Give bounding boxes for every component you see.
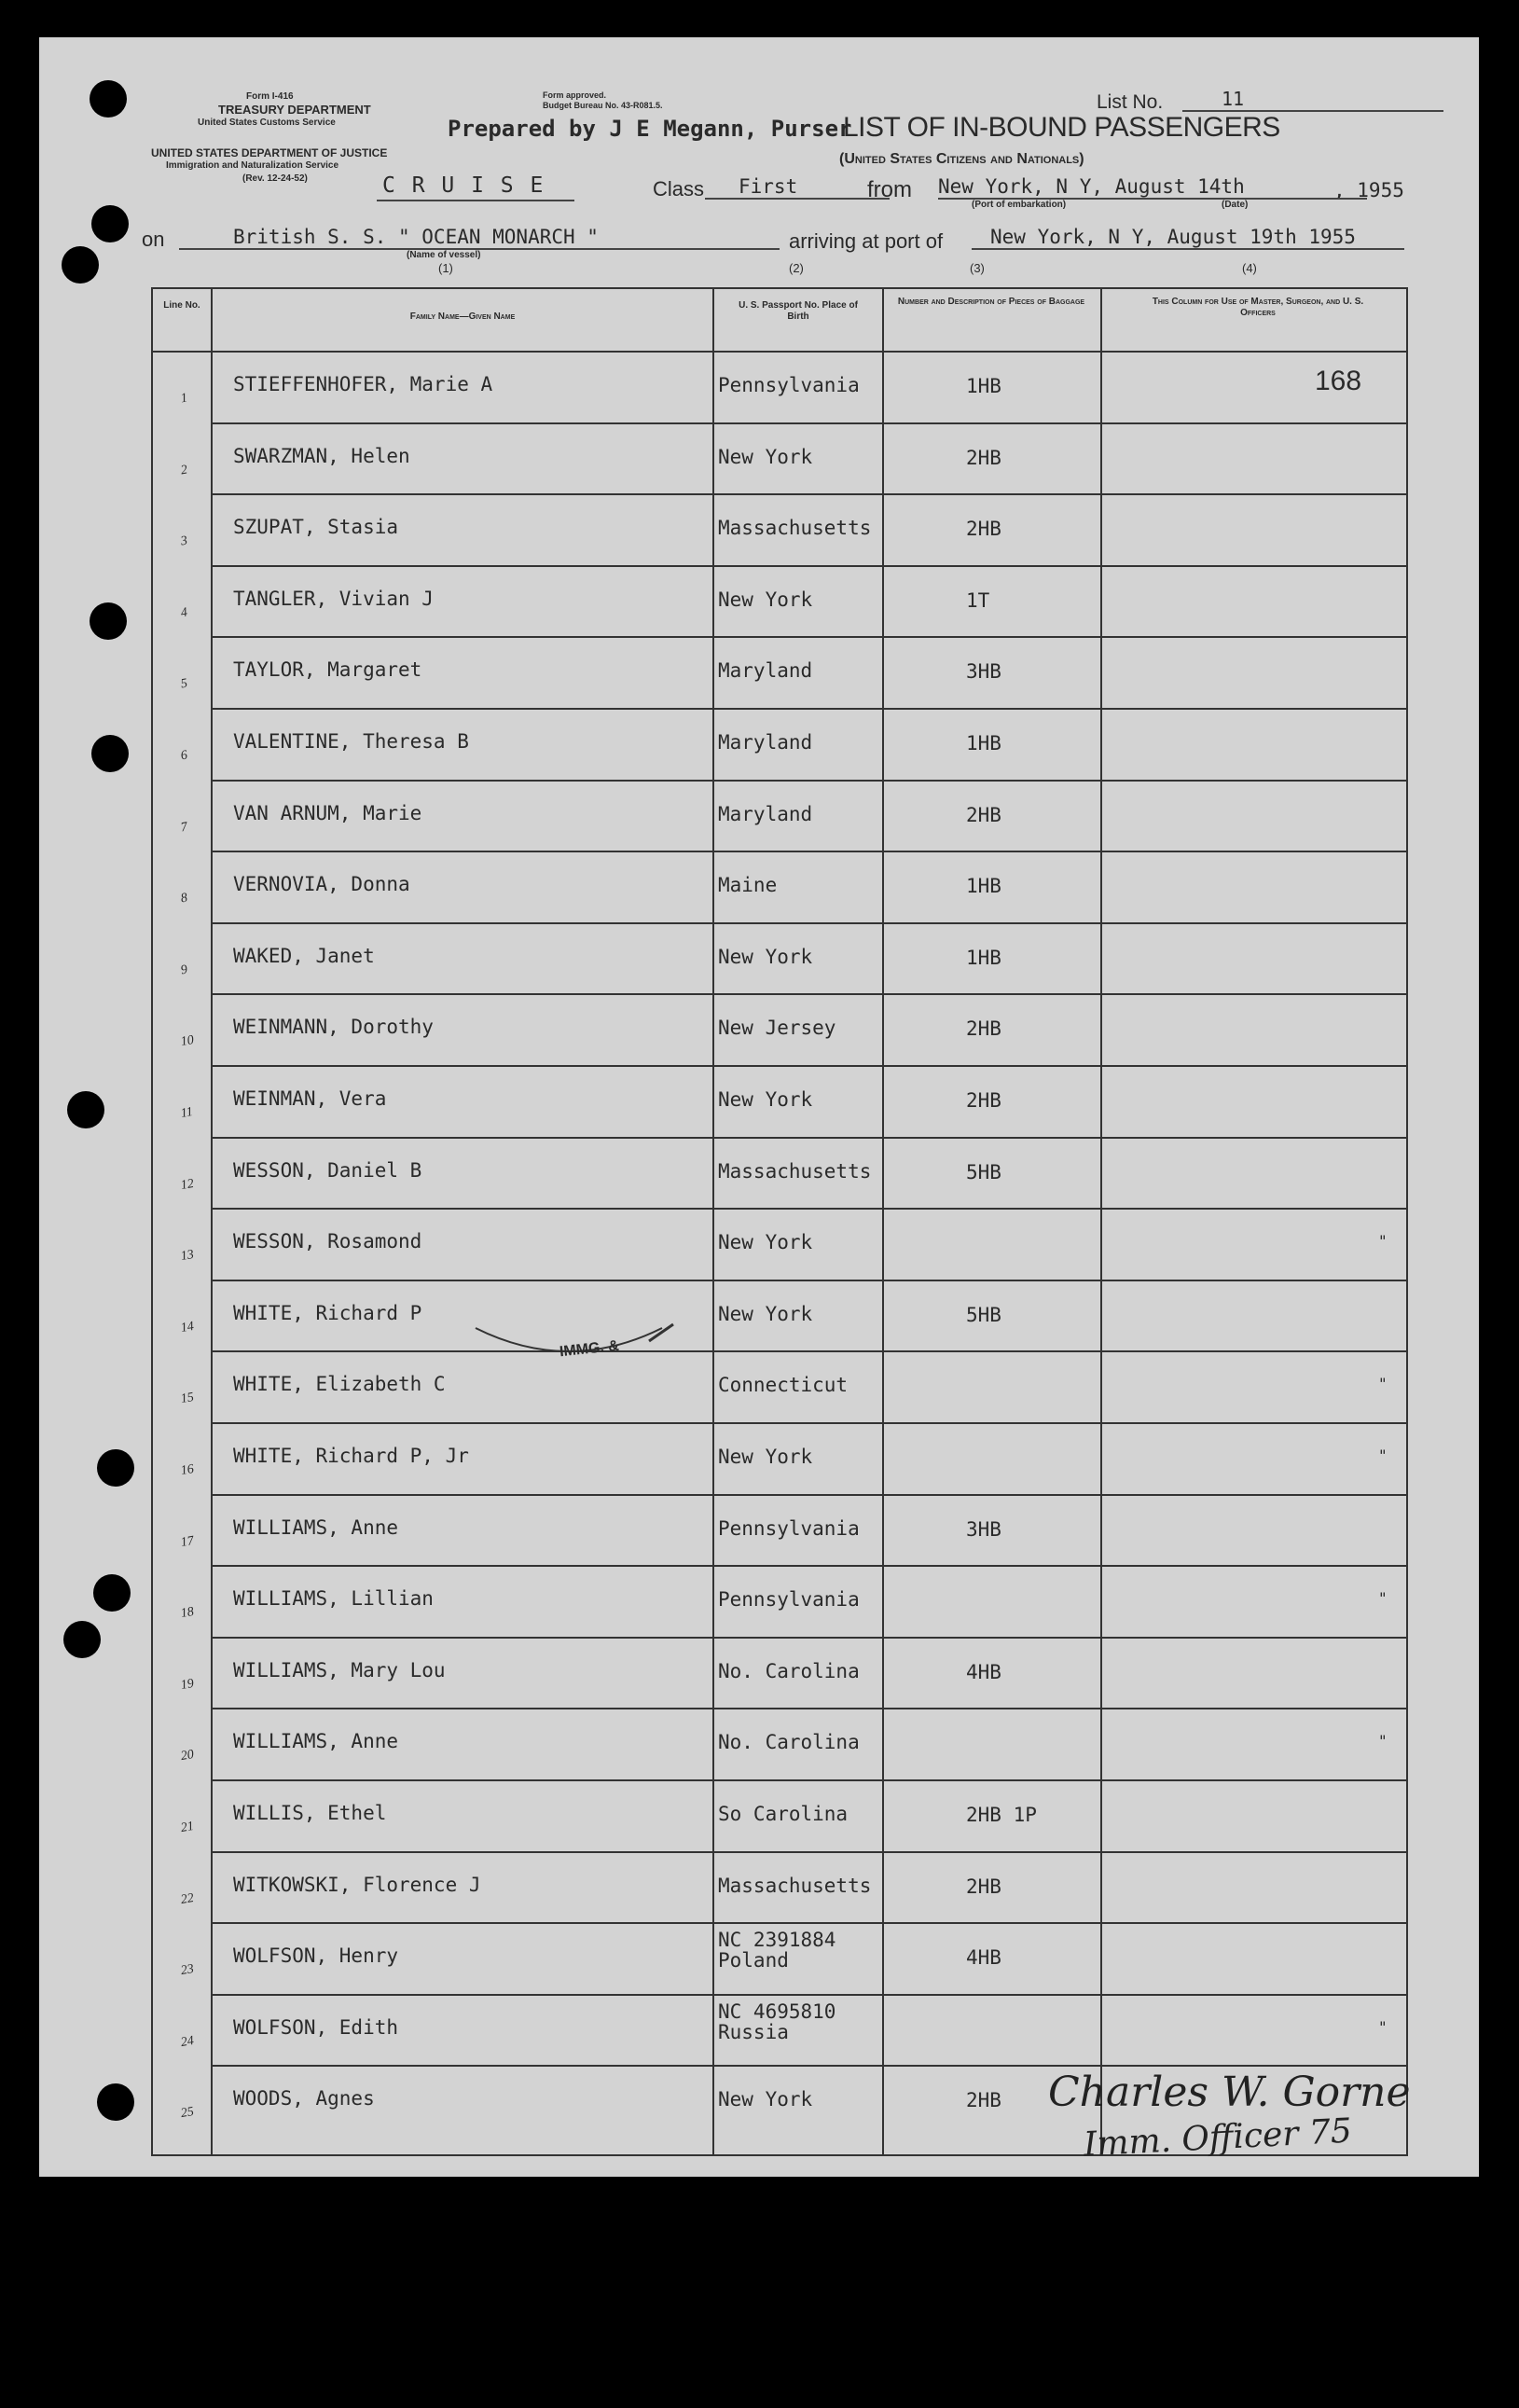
line-number: 19 — [179, 1676, 196, 1693]
baggage: 2HB 1P — [966, 1804, 1037, 1826]
passenger-name: WAKED, Janet — [233, 944, 375, 967]
list-no-value: 11 — [1222, 88, 1245, 110]
departure-year: , 1955 — [1333, 179, 1404, 201]
table-row — [153, 565, 1406, 637]
passenger-name: VERNOVIA, Donna — [233, 873, 410, 896]
table-row — [153, 1280, 1406, 1351]
line-number: 15 — [179, 1391, 196, 1407]
place-of-birth: Pennsylvania — [718, 1516, 860, 1540]
officer-note: " — [1378, 1589, 1388, 1608]
place-of-birth: New York — [718, 1446, 813, 1468]
table-row — [153, 1637, 1406, 1709]
officer-note: " — [1378, 1732, 1388, 1751]
line-number: 3 — [179, 533, 189, 549]
list-no-label: List No. — [1097, 91, 1164, 113]
place-of-birth: NC 2391884 Poland — [718, 1929, 836, 1972]
passenger-name: WILLIAMS, Anne — [233, 1730, 399, 1753]
punch-hole — [67, 1091, 104, 1128]
baggage: 2HB — [966, 803, 1001, 826]
baggage: 1HB — [966, 375, 1001, 397]
punch-hole — [91, 735, 129, 772]
table-row — [153, 1779, 1406, 1851]
baggage: 5HB — [966, 1303, 1001, 1326]
passenger-name: WHITE, Richard P — [233, 1301, 422, 1324]
officer-title: Imm. Officer 75 — [1083, 2111, 1353, 2165]
port-caption: (Port of embarkation) — [972, 200, 1067, 210]
officer-note: " — [1378, 2017, 1388, 2036]
arriving-value: New York, N Y, August 19th 1955 — [990, 226, 1356, 248]
table-row — [153, 351, 1406, 422]
punch-hole — [90, 602, 127, 640]
table-row — [153, 1494, 1406, 1566]
passenger-name: WESSON, Rosamond — [233, 1230, 422, 1253]
passenger-table — [151, 287, 1408, 2156]
line-number: 20 — [179, 1748, 196, 1764]
punch-hole — [93, 1574, 131, 1612]
baggage: 5HB — [966, 1160, 1001, 1183]
line-number: 16 — [179, 1461, 196, 1479]
punch-hole — [63, 1621, 101, 1658]
baggage: 4HB — [966, 1660, 1001, 1683]
place-of-birth: New York — [718, 1088, 813, 1111]
baggage: 2HB — [966, 2089, 1001, 2112]
place-of-birth: Massachusetts — [718, 1159, 872, 1183]
budget-bureau: Budget Bureau No. 43-R081.5. — [543, 101, 663, 110]
place-of-birth: New York — [718, 945, 813, 968]
line-number: 21 — [179, 1819, 196, 1836]
immigration-service: Immigration and Naturalization Service — [166, 160, 339, 171]
officer-note: 168 — [1315, 366, 1362, 396]
line-number: 12 — [179, 1176, 196, 1193]
place-of-birth: So Carolina — [718, 1803, 849, 1825]
officer-signature: Charles W. Gorne — [1048, 2069, 1411, 2116]
passenger-name: WOLFSON, Henry — [233, 1944, 399, 1968]
table-row — [153, 1994, 1406, 2066]
place-of-birth: NC 4695810 Russia — [718, 2000, 836, 2043]
table-row — [153, 708, 1406, 780]
line-number: 5 — [179, 676, 189, 692]
punch-hole — [97, 1449, 134, 1487]
line-number: 25 — [179, 2105, 196, 2122]
table-row — [153, 851, 1406, 922]
table-row — [153, 1350, 1406, 1422]
baggage: 3HB — [966, 660, 1001, 684]
table-row — [153, 1065, 1406, 1137]
table-row — [153, 422, 1406, 494]
passenger-name: WESSON, Daniel B — [233, 1158, 422, 1182]
passenger-name: WOODS, Agnes — [233, 2087, 375, 2110]
place-of-birth: Pennsylvania — [718, 374, 860, 396]
place-of-birth: New York — [718, 445, 813, 468]
line-number: 13 — [179, 1248, 196, 1265]
customs-service: United States Customs Service — [198, 118, 336, 128]
place-of-birth: Maryland — [718, 731, 813, 754]
passenger-name: WEINMAN, Vera — [233, 1087, 387, 1110]
table-row — [153, 493, 1406, 565]
line-number: 24 — [179, 2033, 196, 2050]
line-number: 2 — [179, 463, 189, 478]
officer-note: " — [1378, 1375, 1388, 1393]
baggage: 2HB — [966, 1017, 1001, 1041]
line-number: 11 — [179, 1104, 195, 1122]
place-of-birth: Connecticut — [718, 1374, 849, 1397]
from-value: New York, N Y, August 14th — [938, 175, 1245, 198]
line-number: 4 — [179, 605, 189, 621]
department-justice: UNITED STATES DEPARTMENT OF JUSTICE — [151, 146, 388, 159]
from-label: from — [867, 177, 912, 202]
line-number: 8 — [179, 891, 189, 906]
punch-hole — [90, 80, 127, 118]
table-row — [153, 1708, 1406, 1779]
table-row — [153, 1208, 1406, 1280]
baggage: 1HB — [966, 946, 1001, 969]
table-row — [153, 636, 1406, 708]
passenger-name: WILLIAMS, Lillian — [233, 1587, 434, 1611]
line-number: 14 — [179, 1319, 196, 1335]
passenger-name: WILLIAMS, Mary Lou — [233, 1658, 446, 1681]
baggage: 4HB — [966, 1946, 1001, 1970]
vessel-caption: (Name of vessel) — [407, 250, 481, 260]
baggage: 1HB — [966, 732, 1001, 754]
place-of-birth: Maryland — [718, 802, 813, 825]
baggage: 2HB — [966, 1875, 1001, 1898]
line-number: 10 — [179, 1033, 196, 1050]
on-label: on — [142, 228, 165, 251]
passenger-name: SWARZMAN, Helen — [233, 444, 410, 467]
punch-hole — [91, 205, 129, 242]
column-3-caption: (3) — [970, 261, 985, 275]
column-1-caption: (1) — [438, 261, 453, 275]
officer-note: " — [1378, 1232, 1388, 1251]
column-2-caption: (2) — [789, 261, 804, 275]
line-number: 22 — [179, 1890, 196, 1907]
table-row — [153, 1565, 1406, 1637]
passenger-name: TAYLOR, Margaret — [233, 658, 422, 682]
baggage: 2HB — [966, 1089, 1001, 1112]
place-of-birth: New York — [718, 588, 813, 611]
passenger-name: STIEFFENHOFER, Marie A — [233, 373, 493, 395]
table-row — [153, 993, 1406, 1065]
list-subtitle: (United States Citizens and Nationals) — [839, 151, 1084, 167]
table-row — [153, 780, 1406, 851]
baggage: 1T — [966, 588, 990, 612]
class-label: Class — [653, 177, 705, 201]
line-number: 9 — [179, 962, 189, 978]
baggage: 2HB — [966, 446, 1001, 469]
date-caption: (Date) — [1222, 200, 1249, 210]
arriving-label: arriving at port of — [789, 229, 944, 253]
line-number: 1 — [179, 391, 189, 407]
treasury-department: TREASURY DEPARTMENT — [218, 103, 371, 117]
place-of-birth: New York — [718, 2088, 813, 2111]
officer-note: " — [1378, 1446, 1388, 1464]
table-row — [153, 1851, 1406, 1923]
class-value: First — [739, 175, 798, 198]
header-line-no: Line No. — [163, 300, 200, 311]
place-of-birth: Maryland — [718, 659, 813, 683]
place-of-birth: Pennsylvania — [718, 1588, 860, 1612]
passenger-name: VAN ARNUM, Marie — [233, 801, 422, 824]
place-of-birth: Maine — [718, 874, 778, 897]
passenger-name: WHITE, Elizabeth C — [233, 1373, 446, 1396]
punch-hole — [62, 246, 99, 284]
line-number: 6 — [179, 748, 189, 764]
place-of-birth: New Jersey — [718, 1017, 836, 1040]
passenger-name: WILLIS, Ethel — [233, 1802, 387, 1824]
place-of-birth: No. Carolina — [718, 1731, 860, 1754]
passenger-name: SZUPAT, Stasia — [233, 516, 399, 539]
header-passport: U. S. Passport No. Place of Birth — [739, 300, 858, 322]
list-title: LIST OF IN-BOUND PASSENGERS — [843, 112, 1280, 143]
header-officers: This Column for Use of Master, Surgeon, and U. S. Officers — [1152, 297, 1364, 318]
baggage: 1HB — [966, 875, 1001, 898]
stamp-text: IMMG. & — [559, 1337, 620, 1361]
revision-date: (Rev. 12-24-52) — [242, 173, 308, 184]
line-number: 7 — [179, 820, 189, 836]
passenger-name: VALENTINE, Theresa B — [233, 730, 469, 753]
passenger-name: TANGLER, Vivian J — [233, 587, 434, 610]
baggage: 2HB — [966, 518, 1001, 541]
line-number: 18 — [179, 1605, 196, 1622]
place-of-birth: New York — [718, 1231, 813, 1254]
table-row — [153, 1422, 1406, 1494]
line-number: 17 — [179, 1533, 196, 1550]
column-4-caption: (4) — [1242, 261, 1257, 275]
passenger-name: WOLFSON, Edith — [233, 2015, 399, 2039]
line-number: 23 — [179, 1962, 196, 1979]
place-of-birth: Massachusetts — [718, 517, 872, 540]
table-row — [153, 1137, 1406, 1209]
place-of-birth: New York — [718, 1302, 813, 1325]
header-baggage: Number and Description of Pieces of Baggage — [897, 297, 1085, 307]
passenger-manifest-page — [39, 37, 1479, 2177]
cruise-label: C R U I S E — [382, 173, 545, 198]
table-row — [153, 1922, 1406, 1994]
baggage: 3HB — [966, 1517, 1001, 1541]
prepared-by: Prepared by J E Megann, Purser — [448, 116, 852, 142]
passenger-name: WILLIAMS, Anne — [233, 1515, 399, 1539]
header-name: Family Name—Given Name — [409, 311, 516, 322]
table-row — [153, 922, 1406, 994]
form-approved: Form approved. — [543, 90, 607, 100]
form-number: Form I-416 — [246, 91, 294, 102]
immigration-stamp — [466, 1319, 681, 1384]
passenger-name: WITKOWSKI, Florence J — [233, 1873, 481, 1896]
vessel-name: British S. S. " OCEAN MONARCH " — [233, 226, 599, 248]
punch-hole — [97, 2083, 134, 2121]
place-of-birth: No. Carolina — [718, 1659, 860, 1682]
passenger-name: WHITE, Richard P, Jr — [233, 1445, 469, 1467]
place-of-birth: Massachusetts — [718, 1874, 872, 1897]
passenger-name: WEINMANN, Dorothy — [233, 1016, 434, 1039]
